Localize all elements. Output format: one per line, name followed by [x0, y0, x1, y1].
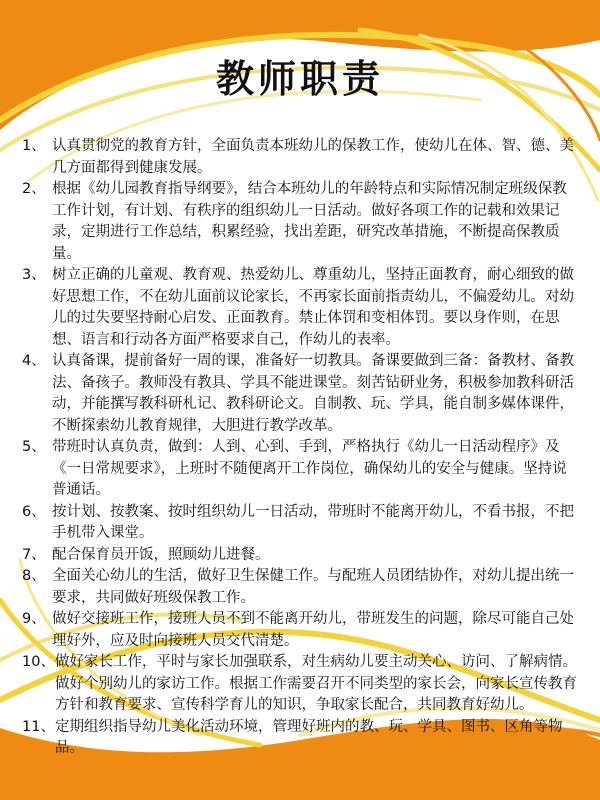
list-item [22, 566, 578, 609]
item-text: 树立正确的儿童观、教育观、热爱幼儿、尊重幼儿，坚持正面教育，耐心细致的做好思想工作，不在幼儿面前议论家长，不再家长面前指责幼儿，不偏爱幼儿。对幼儿的过失要坚持耐心启发、正面教育。禁止体罚和变相体罚。要以身作则，在思想、语言和行动各方面严格要求自己，作幼儿的表率。 [52, 267, 574, 348]
item-number: 3、 [22, 267, 46, 283]
list-item [22, 609, 578, 652]
item-number: 6、 [22, 503, 46, 520]
item-text: 按计划、按教案、按时组织幼儿一日活动，带班时不能离开幼儿，不看书报，不把手机带入课堂。 [52, 503, 574, 541]
list-item [22, 179, 578, 265]
list-item [22, 717, 578, 760]
item-text: 认真贯彻党的教育方针，全面负责本班幼儿的保教工作，使幼儿在体、智、德、美几方面都得到健康发展。 [52, 138, 574, 176]
list-item [22, 652, 578, 717]
list-item [22, 351, 578, 437]
list-item [22, 136, 578, 179]
item-text: 配合保育员开饭，照顾幼儿进餐。 [52, 546, 270, 563]
item-text: 全面关心幼儿的生活，做好卫生保健工作。与配班人员团结协作，对幼儿提出统一要求，共同做好班级保教工作。 [52, 568, 574, 606]
item-text: 做好家长工作，平时与家长加强联系，对生病幼儿要主动关心、访问、了解病情。做好个别幼儿的家访工作。根据工作需要召开不同类型的家长会，向家长宣传教育方针和教育要求、宣传科学育儿的知识，争取家长配合，共同教育好幼儿。 [54, 654, 577, 713]
item-number: 2、 [22, 181, 46, 197]
list-item [22, 545, 578, 567]
list-item [22, 437, 578, 502]
list-item [22, 265, 578, 351]
page-title: 教师职责 [215, 56, 384, 101]
item-text: 带班时认真负责，做到：人到、心到、手到，严格执行《幼儿一日活动程序》及《一日常规要求》，上班时不随便离开工作岗位，确保幼儿的安全与健康。坚持说普通话。 [52, 439, 567, 498]
item-number: 11、 [22, 718, 55, 735]
item-number: 1、 [22, 138, 46, 154]
item-number: 9、 [22, 611, 46, 627]
item-number: 7、 [22, 546, 46, 563]
item-number: 5、 [22, 439, 46, 455]
item-number: 10、 [22, 654, 55, 670]
item-text: 认真备课，提前备好一周的课，准备好一切教具。备课要做到三备：备教材、备教法、备孩子。教师没有教具、学具不能进课堂。刻苦钻研业务，积极参加教科研活动，并能撰写教科研札记、教科研论文。自制教、玩、学具，能自制多媒体课件，不断探索幼儿教育规律，大胆进行教学改革。 [52, 353, 574, 434]
duty-list [22, 136, 578, 760]
item-text: 做好交接班工作，接班人员不到不能离开幼儿，带班发生的问题，除尽可能自己处理好外，应及时向接班人员交代清楚。 [52, 611, 574, 649]
item-text: 根据《幼儿园教育指导纲要》，结合本班幼儿的年龄特点和实际情况制定班级保教工作计划，有计划、有秩序的组织幼儿一日活动。做好各项工作的记载和效果记录，定期进行工作总结，积累经验，找出差距，研究改革措施，不断提高保教质量。 [52, 181, 567, 262]
list-item [22, 502, 578, 545]
item-text: 定期组织指导幼儿美化活动环境，管理好班内的教、玩、学具、图书、区角等物品。 [54, 718, 563, 756]
item-number: 8、 [22, 568, 46, 584]
item-number: 4、 [22, 353, 46, 369]
